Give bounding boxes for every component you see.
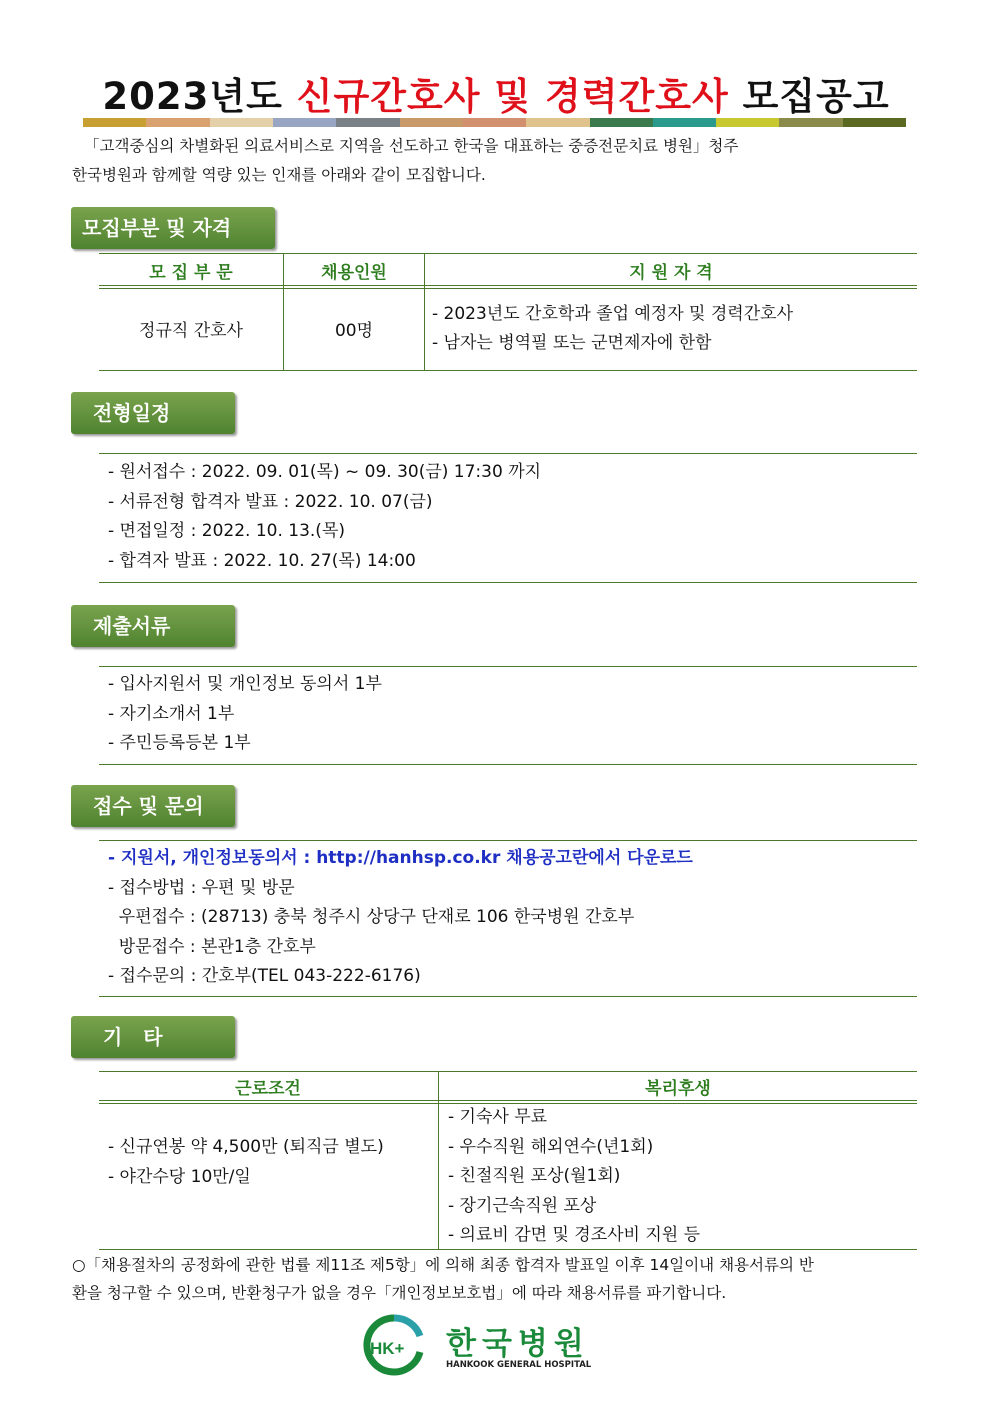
submission-method: - 접수방법 : 우편 및 방문 [108,877,295,898]
stripe-segment [463,118,526,127]
recruit-division: 정규직 간호사 [139,321,243,341]
logo-name: 한국병원 [446,1326,590,1362]
section-bottom-line [99,764,917,765]
documents-list [108,670,382,759]
table-col-divider [438,1071,439,1249]
logo-mark: HK+ [370,1339,405,1358]
section-header-documents: 제출서류 [71,605,235,647]
stripe-segment [526,118,589,127]
intro-line-1: 「고객중심의 차별화된 의료서비스로 지역을 선도하고 한국을 대표하는 중증전문치료 병원」청주 [84,137,739,155]
stripe-segment [716,118,779,127]
intro-line-2: 한국병원과 함께할 역량 있는 인재를 아래와 같이 모집합니다. [72,166,486,184]
section-header-contact: 접수 및 문의 [71,785,235,827]
table-top-line [99,253,917,254]
condition-item: - 야간수당 10만/일 [108,1166,251,1187]
hospital-logo [354,1314,604,1376]
title-suffix: 모집공고 [742,75,890,118]
title-highlight: 신규간호사 및 경력간호사 [296,75,729,118]
schedule-item: - 면접일정 : 2022. 10. 13.(목) [108,521,345,541]
inquiry-info: - 접수문의 : 간호부(TEL 043-222-6176) [108,966,421,986]
stripe-segment [210,118,273,127]
table-header-count: 채용인원 [321,263,387,283]
title-color-stripe [83,118,906,127]
work-conditions [108,1133,384,1192]
table-col-divider [424,253,425,370]
table-header-divider [99,285,917,289]
stripe-segment [779,118,842,127]
schedule-item: - 원서접수 : 2022. 09. 01(목) ~ 09. 30(금) 17:30 까지 [108,462,542,482]
schedule-list [108,458,541,576]
recruit-count: 00명 [334,321,374,341]
section-top-line [99,453,917,454]
mail-submission: 우편접수 : (28713) 충북 청주시 상당구 단재로 106 한국병원 간호부 [108,907,635,927]
stripe-segment [336,118,399,127]
stripe-segment [653,118,716,127]
document-item: - 입사지원서 및 개인정보 동의서 1부 [108,674,382,694]
notice-line-1: ○「채용절차의 공정화에 관한 법률 제11조 제5항」에 의해 최종 합격자 발표일 이후 14일이내 채용서류의 반 [72,1256,814,1274]
stripe-segment [83,118,146,127]
schedule-item: - 합격자 발표 : 2022. 10. 27(목) 14:00 [108,550,416,571]
benefit-item: - 우수직원 해외연수(년1회) [448,1136,654,1157]
table-header-qualification: 지 원 자 격 [629,263,713,283]
contact-list [108,844,693,992]
table-top-line [99,1071,917,1072]
visit-submission: 방문접수 : 본관1층 간호부 [108,936,316,957]
page-title [0,66,992,120]
stripe-segment [590,118,653,127]
table-bottom-line [99,370,917,371]
notice-line-2: 환을 청구할 수 있으며, 반환청구가 없을 경우「개인정보보호법」에 따라 채용서류를 파기합니다. [72,1284,727,1302]
section-top-line [99,666,917,667]
section-header-recruit: 모집부분 및 자격 [71,207,275,249]
document-item: - 주민등록등본 1부 [108,733,251,753]
stripe-segment [146,118,209,127]
table-header-benefits: 복리후생 [645,1079,711,1099]
schedule-item: - 서류전형 합격자 발표 : 2022. 10. 07(금) [108,491,433,512]
condition-item: - 신규연봉 약 4,500만 (퇴직금 별도) [108,1137,384,1157]
qualification-item: - 남자는 병역필 또는 군면제자에 한함 [432,333,712,353]
table-bottom-line [99,1249,917,1250]
table-header-division: 모 집 부 문 [149,263,233,283]
qualification-item: - 2023년도 간호학과 졸업 예정자 및 경력간호사 [432,304,793,324]
logo-subtitle: HANKOOK GENERAL HOSPITAL [446,1360,592,1370]
benefit-item: - 의료비 감면 및 경조사비 지원 등 [448,1225,701,1245]
title-prefix: 2023년도 [102,75,283,118]
stripe-segment [400,118,463,127]
intro-paragraph [72,132,922,190]
benefit-item: - 장기근속직원 포상 [448,1195,597,1216]
benefit-item: - 친절직원 포상(월1회) [448,1166,621,1186]
section-header-schedule: 전형일정 [71,392,235,434]
stripe-segment [273,118,336,127]
table-col-divider [283,253,284,370]
table-header-conditions: 근로조건 [235,1079,301,1099]
section-header-etc: 기 타 [71,1016,235,1058]
notice-paragraph [72,1251,922,1307]
hk-plus-emblem [354,1314,440,1376]
benefits-list [448,1103,700,1251]
document-item: - 자기소개서 1부 [108,703,235,724]
benefit-item: - 기숙사 무료 [448,1107,548,1127]
section-bottom-line [99,996,917,997]
download-info: - 지원서, 개인정보동의서 : http://hanhsp.co.kr 채용공고란에서 다운로드 [108,848,693,868]
recruit-qualifications [432,300,793,358]
stripe-segment [843,118,906,127]
section-bottom-line [99,582,917,583]
section-top-line [99,840,917,841]
